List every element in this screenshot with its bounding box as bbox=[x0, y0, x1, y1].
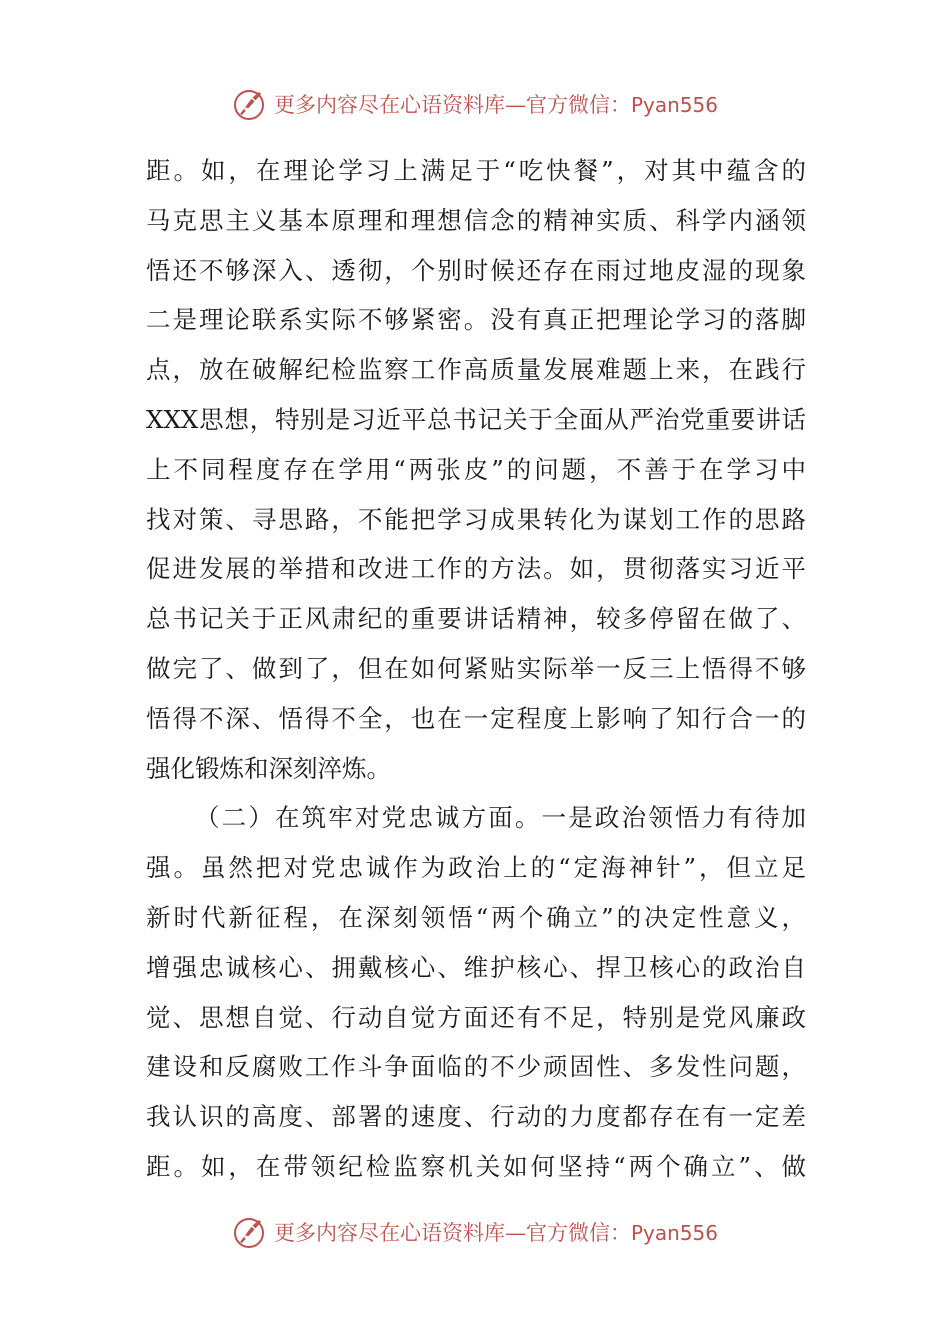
text-line: 二是理论联系实际不够紧密。没有真正把理论学习的落脚 bbox=[146, 305, 806, 335]
text-line: 上不同程度存在学用“两张皮”的问题，不善于在学习中 bbox=[146, 454, 806, 484]
text-line: 悟得不深、悟得不全，也在一定程度上影响了知行合一的 bbox=[146, 703, 806, 733]
watermark-text bbox=[274, 1217, 718, 1247]
text-line: 觉、思想自觉、行动自觉方面还有不足，特别是党风廉政 bbox=[146, 1002, 806, 1032]
text-line: XXX思想，特别是习近平总书记关于全面从严治党重要讲话 bbox=[146, 404, 806, 434]
watermark-handle: Pyan556 bbox=[630, 1221, 718, 1245]
text-line: 我认识的高度、部署的速度、行动的力度都存在有一定差 bbox=[146, 1102, 806, 1132]
watermark-middle: 官方微信： bbox=[525, 93, 631, 117]
text-line: 总书记关于正风肃纪的重要讲话精神，较多停留在做了、 bbox=[146, 604, 806, 634]
footer-watermark bbox=[0, 1212, 950, 1252]
pen-nib-icon bbox=[232, 1214, 268, 1250]
text-line: 新时代新征程，在深刻领悟“两个确立”的决定性意义， bbox=[146, 902, 806, 932]
text-line: 做完了、做到了，但在如何紧贴实际举一反三上悟得不够 bbox=[146, 653, 806, 683]
header-watermark bbox=[0, 84, 950, 124]
watermark-separator: — bbox=[504, 93, 526, 117]
section-heading-line: （二）在筑牢对党忠诚方面。一是政治领悟力有待加 bbox=[195, 803, 806, 833]
text-line: 强。虽然把对党忠诚作为政治上的“定海神针”，但立足 bbox=[146, 853, 806, 883]
text-line: 找对策、寻思路，不能把学习成果转化为谋划工作的思路 bbox=[146, 504, 806, 534]
text-line: 增强忠诚核心、拥戴核心、维护核心、捍卫核心的政治自 bbox=[146, 952, 806, 982]
watermark-prefix: 更多内容尽在心语资料库 bbox=[273, 93, 505, 117]
text-line: 促进发展的举措和改进工作的方法。如，贯彻落实习近平 bbox=[146, 554, 806, 584]
document-body bbox=[146, 146, 806, 1192]
watermark-prefix: 更多内容尽在心语资料库 bbox=[273, 1221, 505, 1245]
text-line: 马克思主义基本原理和理想信念的精神实质、科学内涵领 bbox=[146, 205, 806, 235]
text-line: 距。如，在理论学习上满足于“吃快餐”，对其中蕴含的 bbox=[146, 156, 806, 185]
text-line: 悟还不够深入、透彻，个别时候还存在雨过地皮湿的现象 bbox=[146, 255, 806, 285]
text-line: 强化锻炼和深刻淬炼。 bbox=[146, 753, 391, 783]
text-line: 建设和反腐败工作斗争面临的不少顽固性、多发性问题， bbox=[146, 1052, 806, 1082]
text-line: 点，放在破解纪检监察工作高质量发展难题上来，在践行 bbox=[146, 355, 806, 385]
watermark-separator: — bbox=[504, 1221, 526, 1245]
watermark-text bbox=[274, 89, 718, 119]
watermark-handle: Pyan556 bbox=[630, 93, 718, 117]
text-line: 距。如，在带领纪检监察机关如何坚持“两个确立”、做 bbox=[146, 1151, 806, 1181]
watermark-middle: 官方微信： bbox=[525, 1221, 631, 1245]
pen-nib-icon bbox=[232, 86, 268, 122]
